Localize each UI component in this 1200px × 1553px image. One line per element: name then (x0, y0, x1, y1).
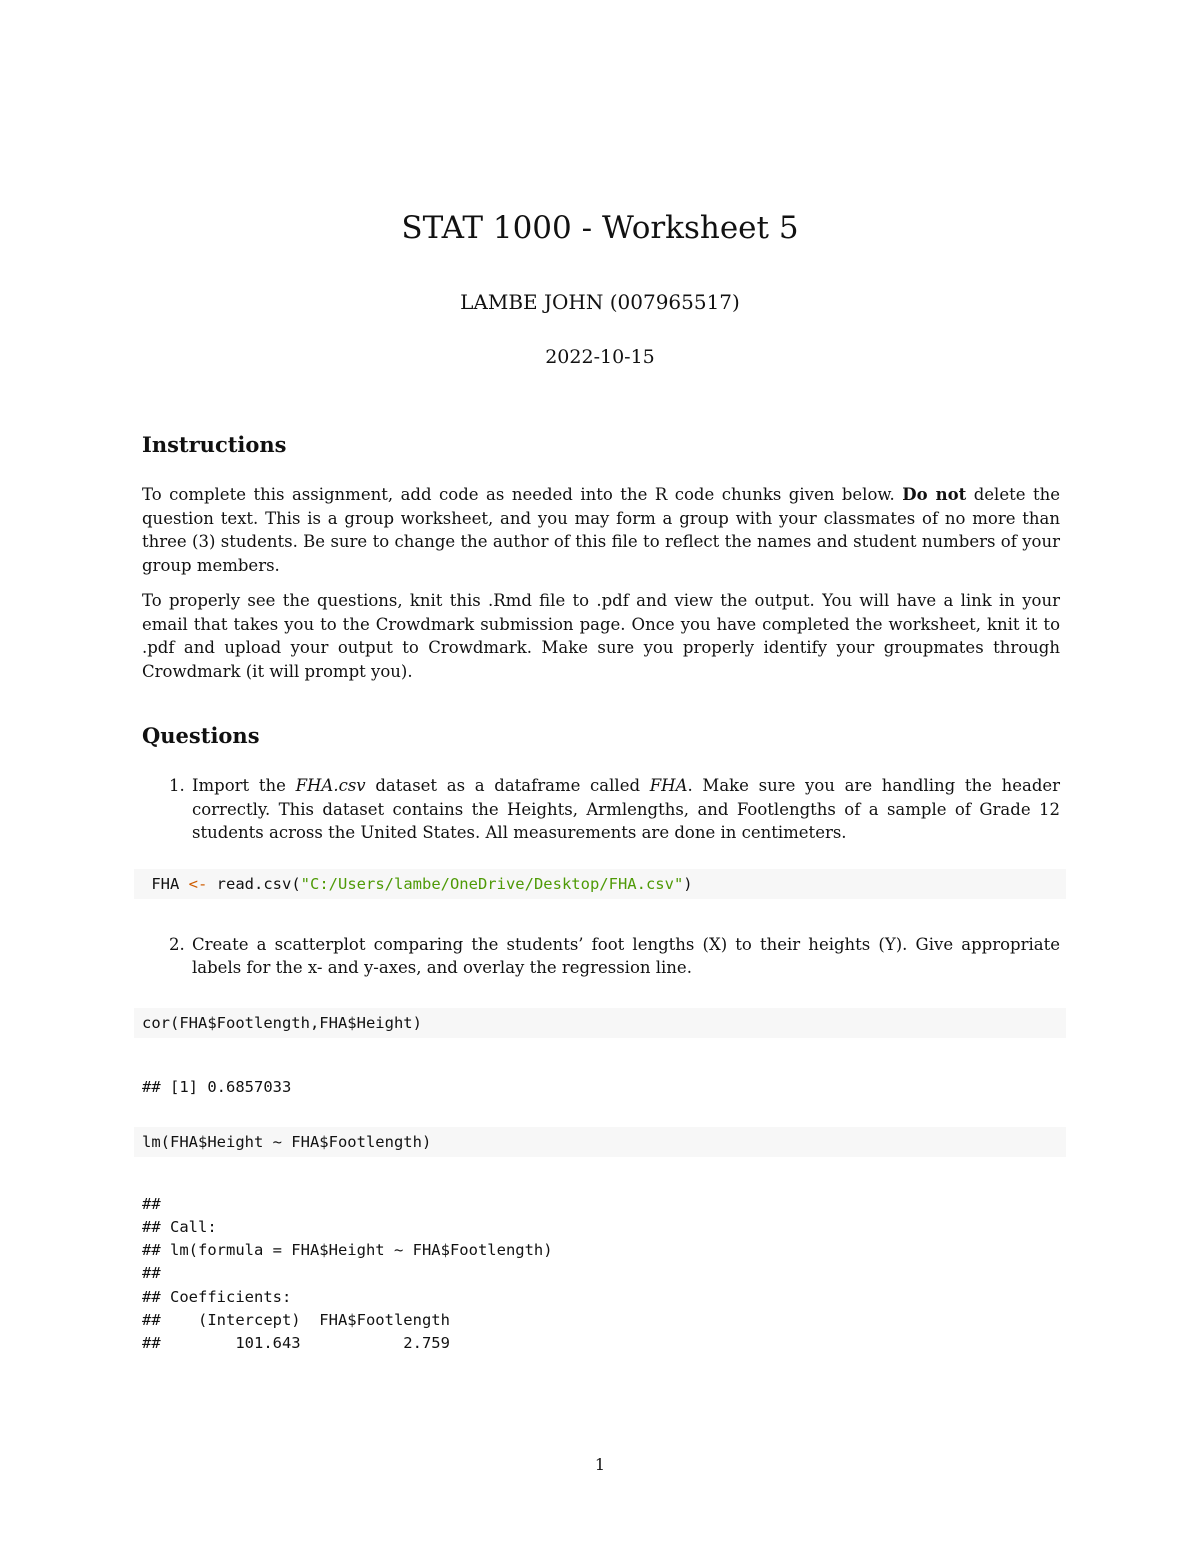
q1-text-b: dataset as a dataframe called (375, 776, 641, 795)
code1-var: FHA (142, 874, 189, 893)
instructions-p1-text-b: delete the question text. This is a group worksheet, and you may form a group with your classmates of no more than three (3) students. Be sure to change the author of this file to reflect the names and student numbers of your group members. (142, 485, 1061, 575)
code-chunk-import (134, 869, 1066, 899)
document-date: 2022-10-15 (545, 346, 655, 368)
questions-heading: Questions (142, 723, 260, 748)
output-lm (142, 1193, 1060, 1355)
output-line: ## Call: (142, 1217, 217, 1236)
output-line: ## (142, 1194, 161, 1213)
instructions-heading: Instructions (142, 432, 287, 457)
code1-close: ) (683, 874, 693, 893)
instructions-p1-text-a: To complete this assignment, add code as needed into the R code chunks given below. (142, 485, 895, 504)
code-chunk-lm: lm(FHA$Height ~ FHA$Footlength) (134, 1127, 1066, 1157)
instructions-p1-bold: Do not (902, 485, 967, 504)
question-2: 2. Create a scatterplot comparing the students’ foot lengths (X) to their heights (Y). Give appropriate labels for the x- and y-axes, and overlay the regression line. (190, 933, 1060, 980)
q1-filename: FHA.csv (295, 776, 366, 795)
page-number: 1 (594, 1455, 606, 1474)
document-body (142, 432, 1060, 1355)
output-line: ## (142, 1264, 161, 1283)
questions-list-2 (142, 933, 1060, 980)
questions-list (142, 774, 1060, 845)
output-line: ## lm(formula = FHA$Height ~ FHA$Footlength) (142, 1241, 553, 1260)
code1-path-string: "C:/Users/lambe/OneDrive/Desktop/FHA.csv" (300, 874, 684, 893)
document-author: LAMBE JOHN (007965517) (460, 290, 740, 314)
output-line: ## 101.643 2.759 (142, 1333, 450, 1352)
q1-dataframe-name: FHA (649, 776, 688, 795)
q1-text-a: Import the (192, 776, 286, 795)
instructions-paragraph-1 (142, 483, 1060, 577)
question-1 (190, 774, 1060, 845)
output-line: ## Coefficients: (142, 1287, 292, 1306)
document-title: STAT 1000 - Worksheet 5 (401, 210, 799, 246)
q1-text-c: . Make sure you are handling the header correctly. This dataset contains the Heights, Armlengths, and Footlengths of a sample of Grade 12 students across the United States. All measurements are done in centimeters. (192, 776, 1061, 842)
instructions-paragraph-2: To properly see the questions, knit this .Rmd file to .pdf and view the output. You will have a link in your email that takes you to the Crowdmark submission page. Once you have completed the worksheet, knit it to .pdf and upload your output to Crowdmark. Make sure you properly identify your groupmates through Crowdmark (it will prompt you). (142, 591, 1060, 681)
code-chunk-cor: cor(FHA$Footlength,FHA$Height) (134, 1008, 1066, 1038)
code1-assign-operator: <- (188, 874, 208, 893)
output-line: ## (Intercept) FHA$Footlength (142, 1310, 450, 1329)
output-cor: ## [1] 0.6857033 (142, 1077, 292, 1096)
code1-function: read.csv( (207, 874, 301, 893)
